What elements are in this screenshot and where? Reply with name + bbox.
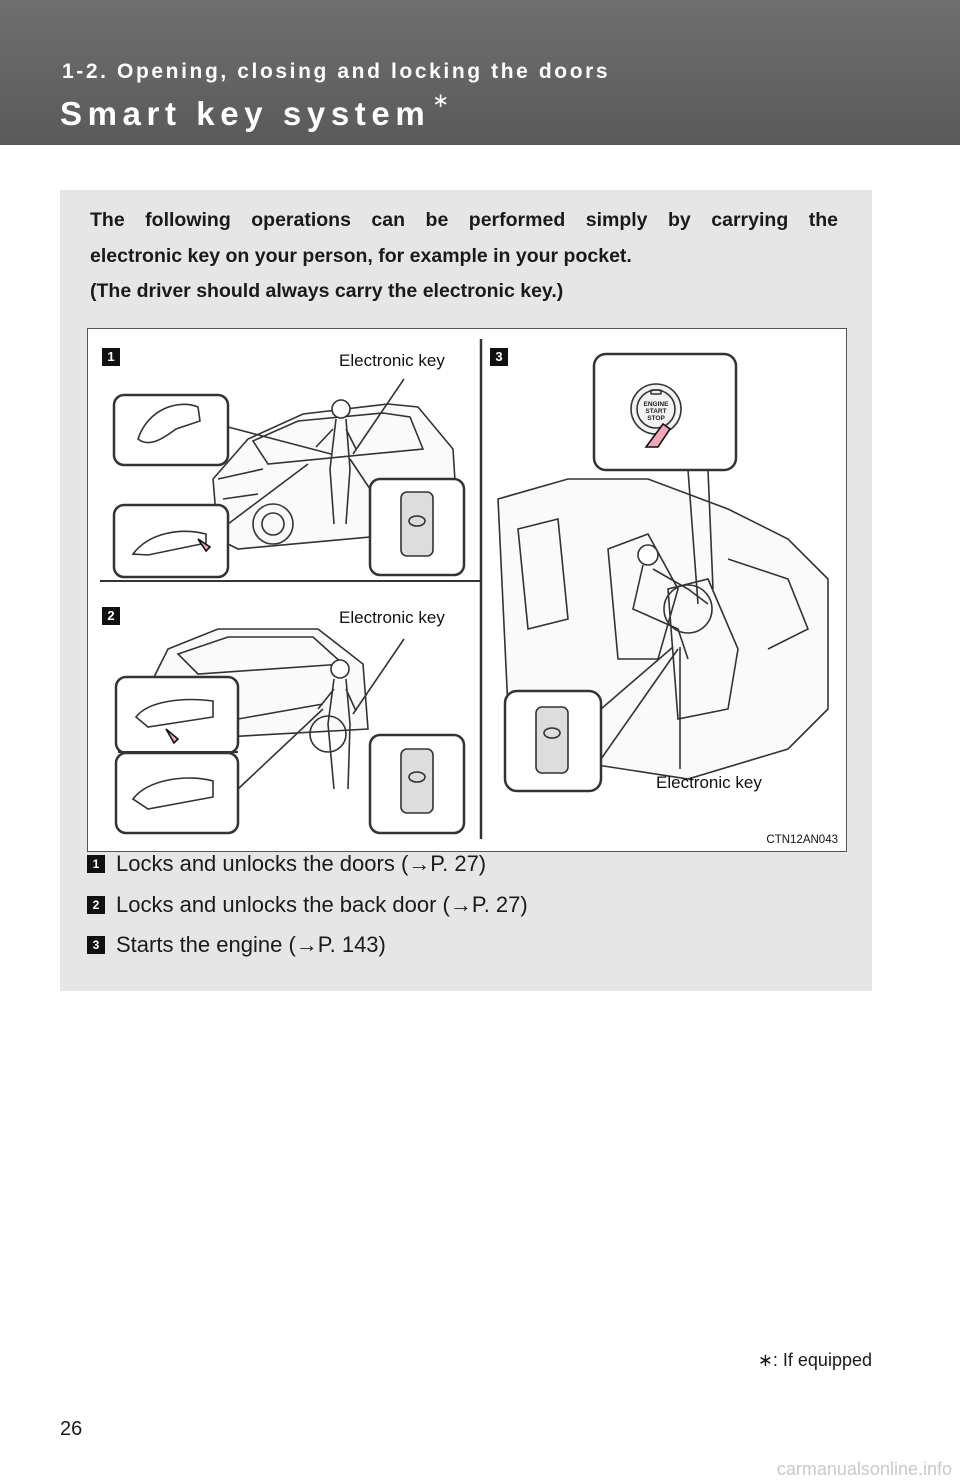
page-number: 26 [60,1418,83,1440]
button-text-start: START [645,408,667,415]
list-item [87,887,528,923]
page-title [60,90,450,133]
footnote: ∗: If equipped [757,1350,872,1370]
illustration [87,328,847,852]
watermark: carmanualsonline.info [776,1459,952,1479]
section-label: 1-2. Opening, closing and locking the doors [62,60,611,83]
badge-3: 3 [490,348,508,366]
button-text-stop: STOP [647,415,665,422]
list-badge-3: 3 [87,936,105,954]
button-text-engine: ENGINE [643,401,669,408]
intro-line-3: (The driver should always carry the electronic key.) [90,280,564,302]
list-item [87,927,386,963]
list-badge-1: 1 [87,855,105,873]
intro-line-2: electronic key on your person, for example in your pocket. [90,244,632,267]
list-text-2: Locks and unlocks the back door (→P. 27) [116,892,528,917]
figure-code: CTN12AN043 [766,834,838,846]
badge-1: 1 [102,348,120,366]
list-text-1: Locks and unlocks the doors (→P. 27) [116,851,487,876]
list-text-3: Starts the engine (→P. 143) [116,932,386,957]
badge-2: 2 [102,607,120,625]
list-badge-2: 2 [87,896,105,914]
title-asterisk: ∗ [432,90,450,112]
label-electronic-key-3: Electronic key [656,773,762,792]
header-bar [0,0,960,145]
page-title-text: Smart key system [60,95,431,132]
label-electronic-key-2: Electronic key [339,608,445,627]
list-item [87,846,486,882]
intro-line-1: The following operations can be performed simply by carrying the [90,209,838,231]
label-electronic-key-1: Electronic key [339,351,445,370]
intro-text [90,203,838,310]
